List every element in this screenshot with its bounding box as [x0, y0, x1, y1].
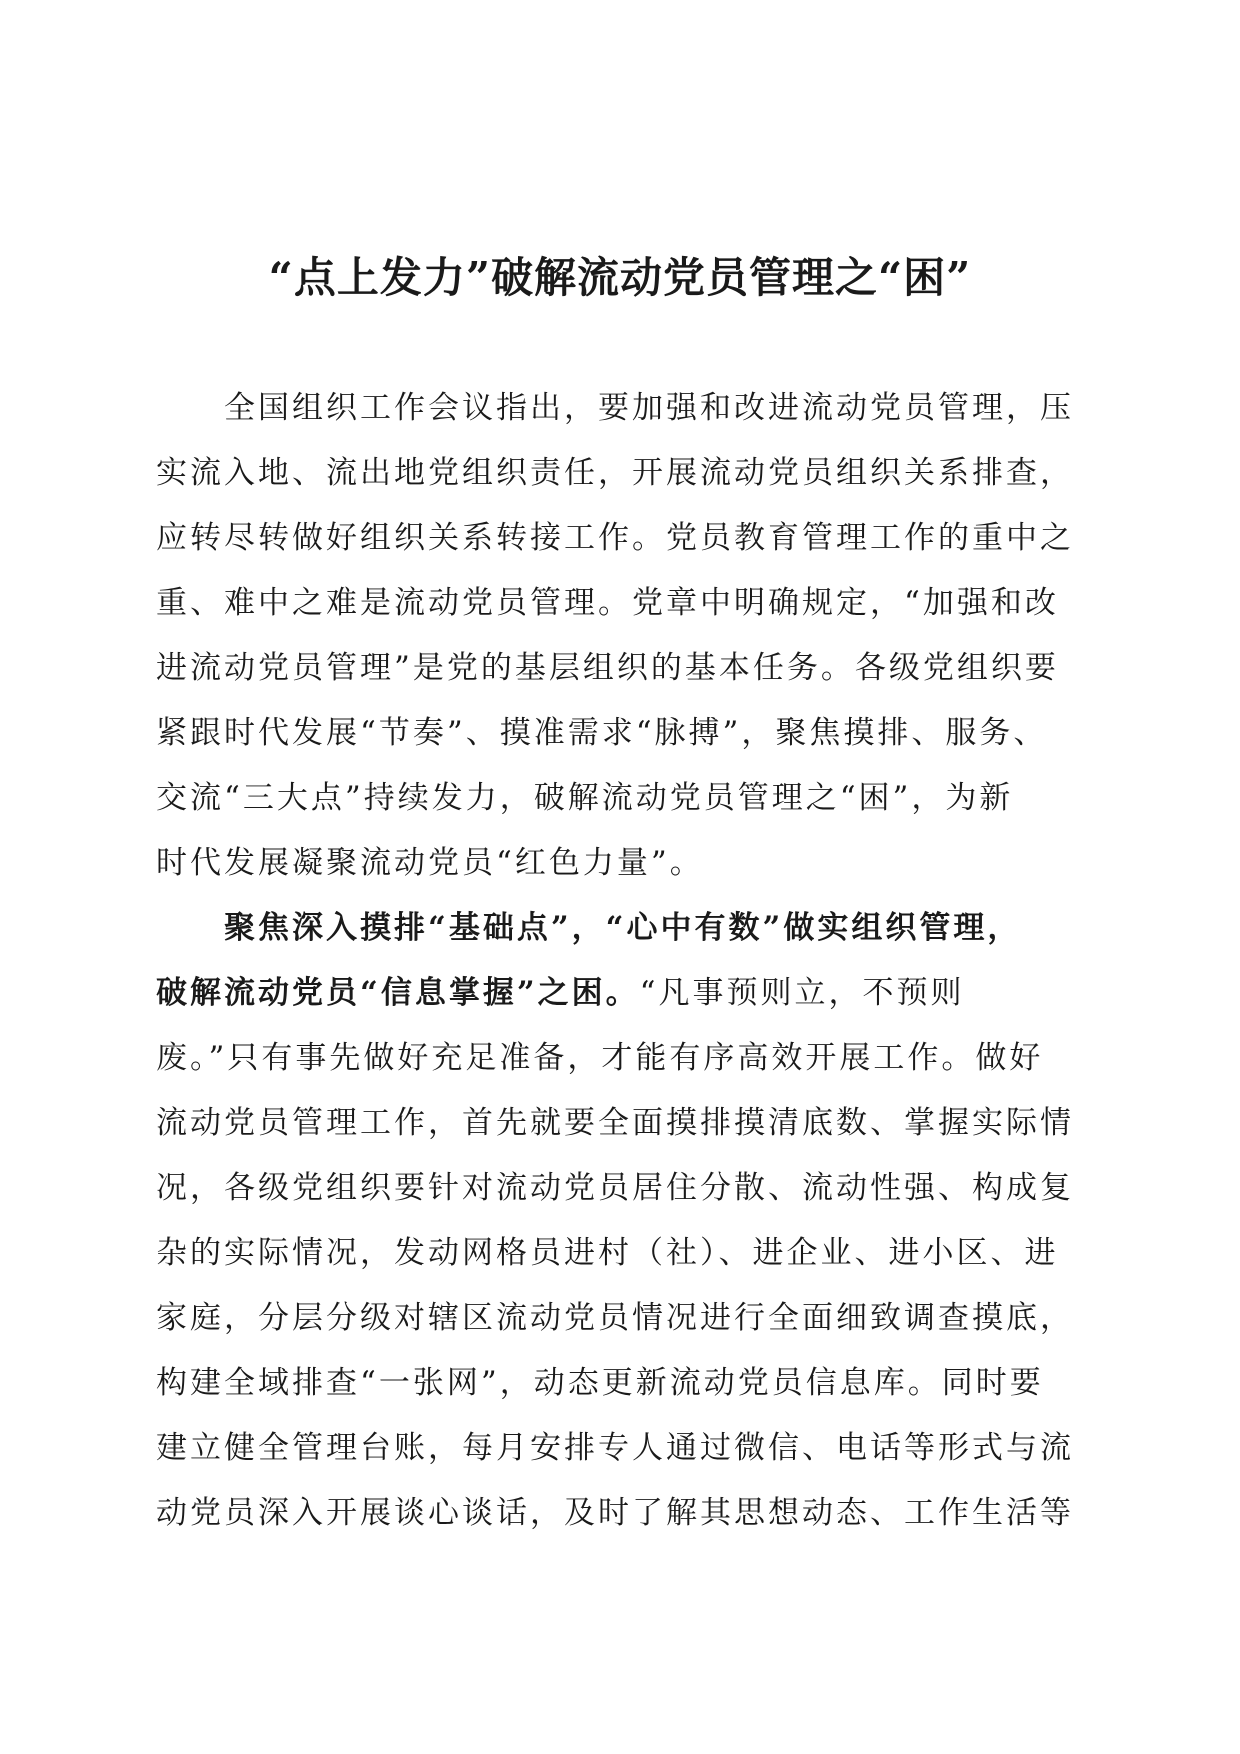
paragraph-1-line: 应转尽转做好组织关系转接工作。党员教育管理工作的重中之 [156, 520, 1074, 556]
paragraph-1-line: 进流动党员管理”是党的基层组织的基本任务。各级党组织要 [156, 650, 1059, 686]
paragraph-2-line: 家庭，分层分级对辖区流动党员情况进行全面细致调查摸底， [156, 1300, 1074, 1336]
paragraph-1-line: 交流“三大点”持续发力，破解流动党员管理之“困”，为新 [156, 780, 1014, 816]
paragraph-2-line: 构建全域排查“一张网”，动态更新流动党员信息库。同时要 [156, 1365, 1044, 1401]
document-body [156, 376, 1076, 1546]
paragraph-2-line: 杂的实际情况，发动网格员进村（社）、进企业、进小区、进 [156, 1235, 1059, 1271]
paragraph-1-line: 全国组织工作会议指出，要加强和改进流动党员管理，压 [224, 390, 1074, 426]
section-heading-bold-text: 破解流动党员“信息掌握”之困。 [156, 975, 640, 1011]
paragraph-2-line: 流动党员管理工作，首先就要全面摸排摸清底数、掌握实际情 [156, 1105, 1074, 1141]
paragraph-1-line: 紧跟时代发展“节奏”、摸准需求“脉搏”，聚焦摸排、服务、 [156, 715, 1048, 751]
paragraph-2-line: 动党员深入开展谈心谈话，及时了解其思想动态、工作生活等 [156, 1495, 1074, 1531]
section-heading-line: 聚焦深入摸排“基础点”，“心中有数”做实组织管理， [224, 910, 1022, 946]
paragraph-2-line: 况，各级党组织要针对流动党员居住分散、流动性强、构成复 [156, 1170, 1074, 1206]
paragraph-2-line: 废。”只有事先做好充足准备，才能有序高效开展工作。做好 [156, 1040, 1044, 1076]
paragraph-2-line: 建立健全管理台账，每月安排专人通过微信、电话等形式与流 [156, 1430, 1074, 1466]
paragraph-1-line: 重、难中之难是流动党员管理。党章中明确规定，“加强和改 [156, 585, 1059, 621]
paragraph-1-line: 时代发展凝聚流动党员“红色力量”。 [156, 845, 704, 881]
section-heading-rest-text: “凡事预则立，不预则 [639, 975, 965, 1011]
section-heading-line-2 [156, 961, 1076, 1026]
page-title: “点上发力”破解流动党员管理之“困” [268, 253, 972, 302]
paragraph-1-line: 实流入地、流出地党组织责任，开展流动党员组织关系排查， [156, 455, 1074, 491]
